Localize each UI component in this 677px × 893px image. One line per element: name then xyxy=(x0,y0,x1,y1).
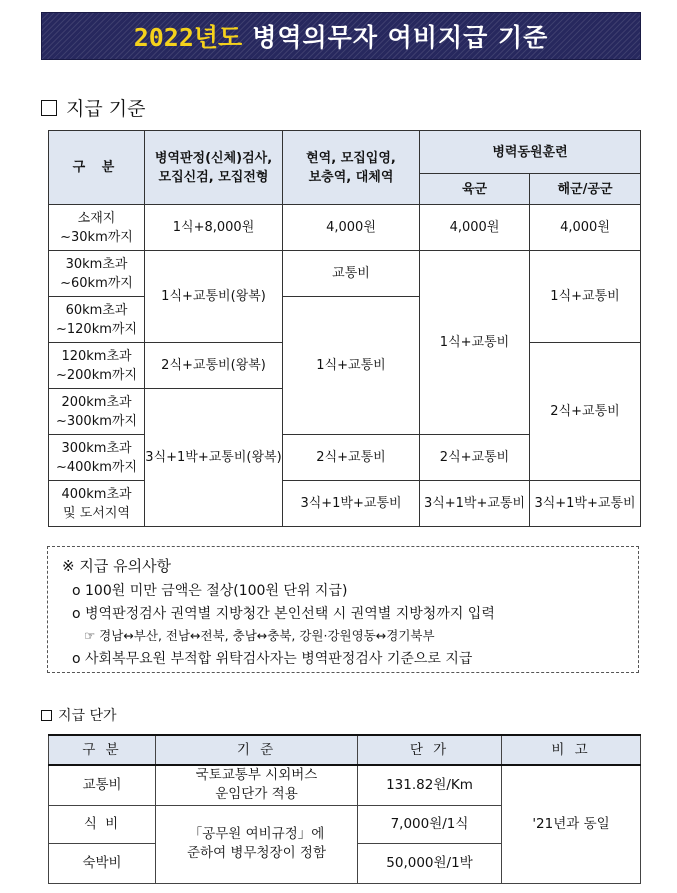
row-label-line2: ~30km까지 xyxy=(60,229,133,245)
square-bullet-icon xyxy=(41,710,52,721)
row-label-line1: 400km초과 xyxy=(61,486,132,502)
cell-remark: '21년과 동일 xyxy=(502,765,641,883)
header-exam-line2: 모집신검, 모집전형 xyxy=(158,169,269,185)
note-item: o 사회복무요원 부적합 위탁검사자는 병역판정검사 기준으로 지급 xyxy=(72,651,473,667)
cell-exam: 2식+교통비(왕복) xyxy=(145,343,283,389)
cell-gubun: 식 비 xyxy=(49,805,156,843)
cell-exam: 1식+8,000원 xyxy=(145,205,283,251)
notes-title: ※ 지급 유의사항 xyxy=(62,557,172,575)
header-mobilization: 병력동원훈련 xyxy=(420,131,641,174)
row-label-line1: 60km초과 xyxy=(65,302,128,318)
header-active-line2: 보충역, 대체역 xyxy=(308,169,394,185)
header-gubun: 구 분 xyxy=(49,735,156,765)
row-label xyxy=(49,205,145,251)
header-army: 육군 xyxy=(420,174,530,205)
row-label-line2: 및 도서지역 xyxy=(63,505,130,521)
row-label-line1: 120km초과 xyxy=(61,348,132,364)
basis-line1: 「공무원 여비규정」에 xyxy=(188,826,325,842)
row-label-line1: 소재지 xyxy=(77,210,116,226)
cell-army: 4,000원 xyxy=(420,205,530,251)
row-label-line2: ~200km까지 xyxy=(55,367,137,383)
cell-exam: 1식+교통비(왕복) xyxy=(145,251,283,343)
cell-exam: 3식+1박+교통비(왕복) xyxy=(145,389,283,527)
section-heading-text: 지급 기준 xyxy=(66,98,146,120)
table-row xyxy=(49,251,641,297)
cell-army: 2식+교통비 xyxy=(420,435,530,481)
header-remark: 비 고 xyxy=(502,735,641,765)
table-row xyxy=(49,765,641,805)
row-label xyxy=(49,343,145,389)
cell-basis xyxy=(156,805,358,883)
criteria-table xyxy=(48,130,641,527)
row-label-line1: 300km초과 xyxy=(61,440,132,456)
row-label xyxy=(49,389,145,435)
basis-line1: 국토교통부 시외버스 xyxy=(195,767,318,784)
cell-unit-price: 131.82원/Km xyxy=(358,765,502,805)
unit-price-table xyxy=(48,734,641,884)
header-unit-price: 단 가 xyxy=(358,735,502,765)
header-exam-line1: 병역판정(신체)검사, xyxy=(154,150,273,166)
cell-active: 2식+교통비 xyxy=(283,435,420,481)
row-label xyxy=(49,297,145,343)
cell-basis xyxy=(156,765,358,805)
table-row xyxy=(49,205,641,251)
row-label-line2: ~120km까지 xyxy=(55,321,137,337)
cell-gubun: 교통비 xyxy=(49,765,156,805)
row-label-line2: ~60km까지 xyxy=(60,275,133,291)
note-item: o 병역판정검사 권역별 지방청간 본인선택 시 권역별 지방청까지 입력 xyxy=(72,606,495,622)
cell-army: 1식+교통비 xyxy=(420,251,530,435)
notes-box xyxy=(47,546,639,673)
header-exam xyxy=(145,131,283,205)
cell-active: 1식+교통비 xyxy=(283,297,420,435)
table-header-row xyxy=(49,131,641,174)
basis-line2: 준하여 병무청장이 정함 xyxy=(187,845,326,861)
row-label xyxy=(49,251,145,297)
basis-line2: 운임단가 적용 xyxy=(215,786,298,803)
table-header-row xyxy=(49,735,641,765)
header-gubun: 구 분 xyxy=(49,131,145,205)
section-heading-text: 지급 단가 xyxy=(58,708,117,724)
row-label xyxy=(49,435,145,481)
note-subitem: ☞ 경남↔부산, 전남↔전북, 충남↔충북, 강원·강원영동↔경기북부 xyxy=(84,628,435,643)
cell-unit-price: 7,000원/1식 xyxy=(358,805,502,843)
cell-gubun: 숙박비 xyxy=(49,843,156,883)
cell-active: 4,000원 xyxy=(283,205,420,251)
header-active-line1: 현역, 모집입영, xyxy=(306,150,396,166)
row-label-line1: 200km초과 xyxy=(61,394,132,410)
title-text: 병역의무자 여비지급 기준 xyxy=(252,23,549,52)
row-label-line2: ~400km까지 xyxy=(55,459,137,475)
cell-army: 3식+1박+교통비 xyxy=(420,481,530,527)
cell-active: 3식+1박+교통비 xyxy=(283,481,420,527)
row-label xyxy=(49,481,145,527)
header-basis: 기 준 xyxy=(156,735,358,765)
header-navy-airforce: 해군/공군 xyxy=(530,174,641,205)
row-label-line1: 30km초과 xyxy=(65,256,128,272)
row-label-line2: ~300km까지 xyxy=(55,413,137,429)
cell-navy: 1식+교통비 xyxy=(530,251,641,343)
header-active xyxy=(283,131,420,205)
title-banner xyxy=(41,12,641,60)
section-heading-unit-price xyxy=(41,705,117,725)
section-heading-criteria xyxy=(41,94,145,121)
cell-navy: 2식+교통비 xyxy=(530,343,641,481)
cell-unit-price: 50,000원/1박 xyxy=(358,843,502,883)
title-year: 2022년도 xyxy=(133,23,243,52)
cell-active: 교통비 xyxy=(283,251,420,297)
note-item: o 100원 미만 금액은 절상(100원 단위 지급) xyxy=(72,583,348,599)
table-row xyxy=(49,481,641,527)
cell-navy: 4,000원 xyxy=(530,205,641,251)
cell-navy: 3식+1박+교통비 xyxy=(530,481,641,527)
square-bullet-icon xyxy=(41,100,57,116)
